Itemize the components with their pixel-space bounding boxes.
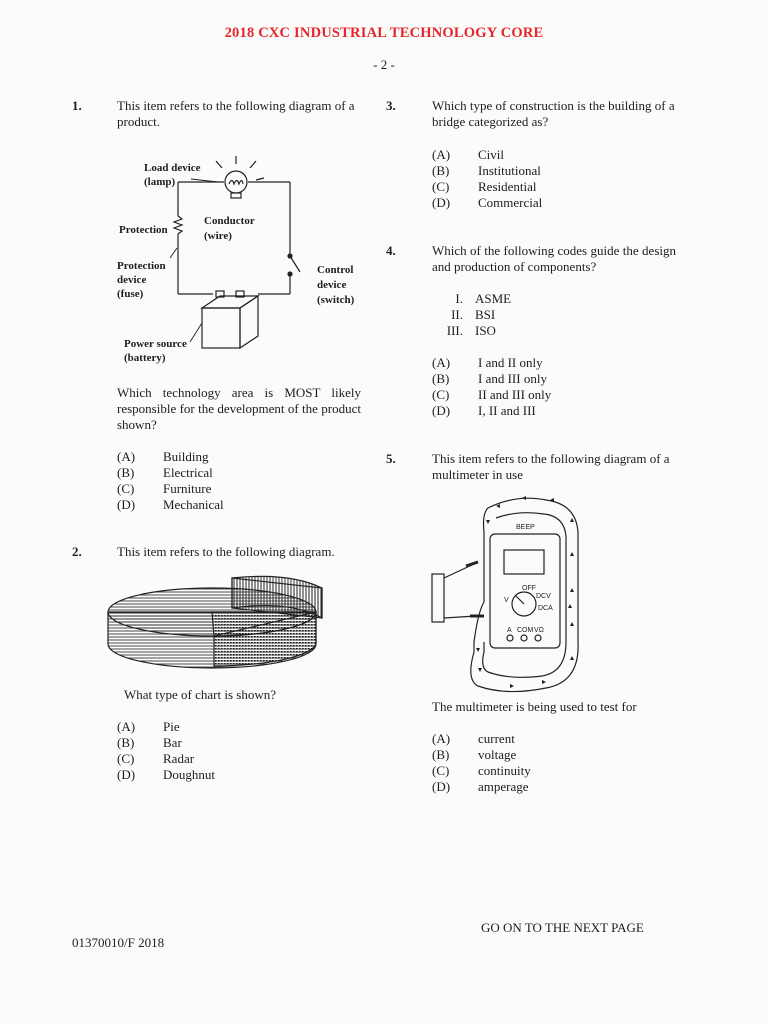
meter-label-com: COM [517, 627, 534, 634]
lamp-icon [225, 171, 247, 193]
meter-label-vohm: VΩ [534, 627, 544, 634]
label-control-device: Control [317, 264, 354, 276]
question-5-number: 5. [386, 451, 396, 466]
option-c: (C) Furniture [117, 481, 212, 496]
question-3-number: 3. [386, 98, 396, 113]
code-item: III. ISO [446, 323, 496, 338]
question-4-stem: Which of the following codes guide the design and production of components? [432, 243, 676, 274]
jack-com [521, 635, 527, 641]
question-2-prompt: What type of chart is shown? [124, 687, 276, 702]
question-4-options [432, 355, 551, 419]
multimeter-display [504, 550, 544, 574]
question-3-stem: Which type of construction is the building of a bridge categorized as? [432, 98, 675, 129]
option-c: (C) II and III only [432, 387, 552, 402]
label-protection: Protection [119, 224, 168, 236]
paper-code: 01370010/F 2018 [72, 935, 165, 950]
label-power-source: Power source [124, 338, 187, 350]
question-1-options [117, 449, 224, 513]
meter-label-beep: BEEP [516, 524, 535, 531]
label-load-device-type: (lamp) [144, 176, 176, 188]
question-1-number: 1. [72, 98, 82, 113]
option-b: (B) I and III only [432, 371, 547, 386]
option-a: (A) Building [117, 449, 209, 464]
code-item: I. ASME [455, 291, 512, 306]
option-b: (B) Bar [117, 735, 182, 750]
option-b: (B) voltage [432, 747, 517, 762]
meter-label-dcv: DCV [536, 593, 551, 600]
option-d: (D) Mechanical [117, 497, 224, 512]
question-1-stem: This item refers to the following diagram of a product. [117, 98, 355, 129]
label-conductor-type: (wire) [204, 230, 232, 242]
3d-pie-chart-diagram [104, 570, 330, 670]
label-control-device-2: device [317, 279, 347, 291]
component-under-test [432, 574, 444, 622]
option-b: (B) Electrical [117, 465, 213, 480]
next-page-notice: GO ON TO THE NEXT PAGE [481, 920, 644, 935]
jack-vohm [535, 635, 541, 641]
question-2-stem: This item refers to the following diagram. [117, 544, 335, 559]
question-2-options [117, 719, 215, 783]
question-5-options [432, 731, 531, 795]
question-5-prompt: The multimeter is being used to test for [432, 699, 637, 714]
meter-label-v: V [504, 597, 509, 604]
question-4-number: 4. [386, 243, 396, 258]
option-d: (D) Commercial [432, 195, 543, 210]
option-d: (D) Doughnut [117, 767, 215, 782]
option-a: (A) Pie [117, 719, 180, 734]
label-protection-device-2: device [117, 274, 147, 286]
option-c: (C) Radar [117, 751, 195, 766]
multimeter-diagram [426, 492, 596, 698]
fuse-icon [174, 216, 182, 234]
option-c: (C) continuity [432, 763, 531, 778]
question-3-options [432, 147, 542, 211]
question-1-prompt: Which technology area is MOST likely responsible for the development of the product shown? [117, 385, 361, 432]
label-load-device: Load device [144, 162, 201, 174]
option-a: (A) Civil [432, 147, 505, 162]
question-4-codes [419, 291, 511, 339]
meter-label-off: OFF [522, 585, 536, 592]
jack-a [507, 635, 513, 641]
option-d: (D) I, II and III [432, 403, 536, 418]
option-c: (C) Residential [432, 179, 537, 194]
meter-label-a: A [507, 627, 512, 634]
label-control-device-3: (switch) [317, 294, 355, 306]
option-d: (D) amperage [432, 779, 529, 794]
page-number: - 2 - [373, 57, 395, 72]
label-protection-device: Protection [117, 260, 166, 272]
question-5-stem: This item refers to the following diagram of a multimeter in use [432, 451, 670, 482]
exam-title: 2018 CXC INDUSTRIAL TECHNOLOGY CORE [224, 25, 544, 41]
meter-label-dca: DCA [538, 605, 553, 612]
label-protection-device-3: (fuse) [117, 288, 144, 300]
option-a: (A) I and II only [432, 355, 543, 370]
option-b: (B) Institutional [432, 163, 541, 178]
option-a: (A) current [432, 731, 515, 746]
code-item: II. BSI [451, 307, 496, 322]
label-power-source-type: (battery) [124, 352, 166, 364]
question-2-number: 2. [72, 544, 82, 559]
label-conductor: Conductor [204, 215, 255, 227]
